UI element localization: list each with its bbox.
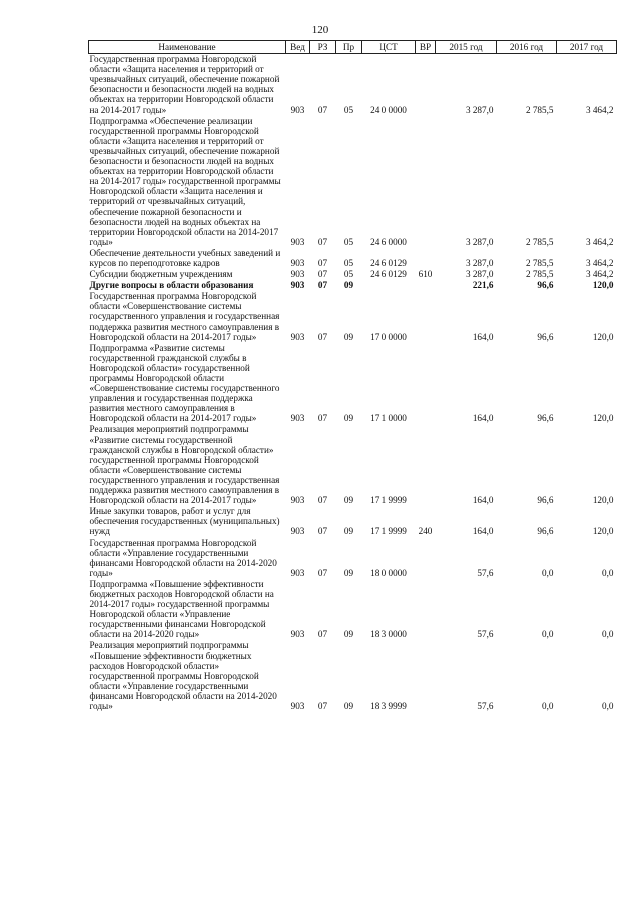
cell-pr: 09 (343, 567, 354, 578)
cell-rz: 07 (317, 629, 328, 640)
cell-pr: 05 (343, 257, 354, 268)
cell-pr: 09 (343, 331, 354, 342)
cell-2017: 0,0 (602, 567, 614, 578)
page-number: 120 (311, 24, 329, 36)
cell-rz: 07 (317, 257, 328, 268)
col-header-rz: РЗ (310, 41, 336, 54)
cell-rz: 07 (317, 104, 328, 115)
cell-rz: 07 (317, 280, 328, 291)
cell-pr: 05 (343, 269, 354, 280)
cell-2017: 120,0 (592, 526, 614, 537)
cell-rz: 07 (317, 236, 328, 247)
cell-2015: 3 287,0 (465, 269, 494, 280)
cell-ved: 903 (290, 629, 305, 640)
cell-vr (416, 280, 436, 291)
cell-pr: 09 (343, 526, 354, 537)
cell-ved: 903 (290, 495, 305, 506)
cell-vr (416, 579, 436, 641)
cell-2017: 3 464,2 (585, 269, 614, 280)
cell-ved: 903 (290, 257, 305, 268)
cell-rz: 07 (317, 495, 328, 506)
cell-name: Обеспечение деятельности учебных заведений и курсов по переподготовке кадров (89, 247, 281, 268)
cell-cst: 18 3 9999 (370, 701, 407, 711)
cell-2015: 164,0 (472, 413, 494, 424)
table-row (89, 579, 617, 641)
col-header-2015: 2015 год (436, 41, 497, 54)
cell-2017: 120,0 (592, 331, 614, 342)
col-header-ved: Вед (286, 41, 310, 54)
cell-vr: 610 (418, 269, 433, 280)
cell-2015: 164,0 (472, 526, 494, 537)
cell-2017: 3 464,2 (585, 257, 614, 268)
cell-2016: 96,6 (537, 526, 554, 537)
cell-2017: 0,0 (602, 701, 614, 711)
table-row (89, 343, 617, 425)
cell-2015: 57,6 (477, 701, 494, 711)
cell-name: Иные закупки товаров, работ и услуг для обеспечения государственных (муниципальных) нужд (89, 506, 280, 537)
col-header-2017: 2017 год (557, 41, 617, 54)
cell-ved: 903 (290, 269, 305, 280)
cell-cst: 17 0 0000 (370, 331, 407, 342)
cell-cst: 24 6 0129 (370, 257, 407, 268)
cell-cst: 17 1 9999 (370, 495, 407, 506)
table-row (89, 54, 617, 116)
col-header-cst: ЦСТ (362, 41, 416, 54)
cell-rz: 07 (317, 331, 328, 342)
cell-2016: 96,6 (537, 495, 554, 506)
col-header-2016: 2016 год (497, 41, 557, 54)
table-row (89, 291, 617, 342)
cell-name: Государственная программа Новгородской области «Защита населения и территорий от чрезвычайных ситуаций, обеспечение пожарной безопасности и безопасности людей на водных объектах на территории Новгородской области на 2014-2017 годы» (89, 54, 280, 115)
cell-cst: 24 6 0000 (370, 236, 407, 247)
cell-2015: 164,0 (472, 331, 494, 342)
cell-2015: 221,6 (472, 280, 494, 291)
table-row (89, 640, 617, 712)
col-header-pr: Пр (336, 41, 362, 54)
cell-ved: 903 (290, 280, 305, 291)
cell-ved: 903 (290, 413, 305, 424)
cell-2016: 0,0 (542, 567, 554, 578)
table-row (89, 538, 617, 579)
cell-name: Субсидии бюджетным учреждениям (89, 269, 233, 280)
cell-2016: 96,6 (537, 413, 554, 424)
cell-ved: 903 (290, 526, 305, 537)
table-row (89, 269, 617, 280)
cell-vr (416, 343, 436, 425)
cell-2015: 3 287,0 (465, 236, 494, 247)
cell-2017: 120,0 (592, 495, 614, 506)
cell-rz: 07 (317, 413, 328, 424)
cell-name: Реализация мероприятий подпрограммы «Развитие системы государственной гражданской службы в Новгородской области» государственной программы Новгородской области «Совершенствование системы государственного управления и государственная поддержка развития местного самоуправления в Новгородской области на 2014-2017 годы» (89, 424, 280, 506)
cell-2016: 96,6 (537, 331, 554, 342)
budget-table (88, 40, 617, 712)
cell-pr: 09 (343, 413, 354, 424)
cell-vr (416, 291, 436, 342)
table-body (89, 54, 617, 713)
cell-pr: 09 (343, 495, 354, 506)
cell-2017: 0,0 (602, 629, 614, 640)
cell-rz: 07 (317, 567, 328, 578)
cell-name: Государственная программа Новгородской области «Совершенствование системы государственного управления и государственная поддержка развития местного самоуправления в Новгородской области на 2014-2017 годы» (89, 291, 280, 342)
cell-vr (416, 538, 436, 579)
table-row (89, 116, 617, 248)
cell-rz: 07 (317, 269, 328, 280)
cell-2015: 57,6 (477, 567, 494, 578)
col-header-vr: ВР (416, 41, 436, 54)
cell-pr: 05 (343, 104, 354, 115)
cell-vr (416, 640, 436, 712)
cell-2016: 2 785,5 (525, 104, 554, 115)
cell-2015: 3 287,0 (465, 104, 494, 115)
cell-cst: 18 0 0000 (370, 567, 407, 578)
cell-rz: 07 (317, 526, 328, 537)
cell-pr: 09 (343, 701, 354, 711)
cell-vr (416, 54, 436, 116)
cell-pr: 05 (343, 236, 354, 247)
cell-cst: 17 1 9999 (370, 526, 407, 537)
cell-pr: 09 (343, 629, 354, 640)
cell-2015: 57,6 (477, 629, 494, 640)
table-row (89, 248, 617, 269)
cell-2017: 3 464,2 (585, 104, 614, 115)
cell-name: Реализация мероприятий подпрограммы «Повышение эффективности бюджетных расходов Новгородской области» государственной программы Новгородской области «Управление государственными финансами Новгородской области на 2014-2020 годы» (89, 640, 277, 711)
cell-ved: 903 (290, 701, 305, 711)
cell-cst: 24 6 0129 (370, 269, 407, 280)
cell-cst: 18 3 0000 (370, 629, 407, 640)
cell-2015: 164,0 (472, 495, 494, 506)
cell-2016: 2 785,5 (525, 236, 554, 247)
cell-2017: 3 464,2 (585, 236, 614, 247)
cell-2016: 0,0 (542, 629, 554, 640)
cell-vr (416, 248, 436, 269)
cell-ved: 903 (290, 567, 305, 578)
table-row (89, 506, 617, 537)
col-header-name: Наименование (89, 41, 286, 54)
cell-ved: 903 (290, 331, 305, 342)
cell-name: Другие вопросы в области образования (89, 280, 254, 291)
cell-name: Подпрограмма «Повышение эффективности бюджетных расходов Новгородской области на 2014-2017 годы» государственной программы Новгородской области «Управление государственными финансами Новгородской области на 2014-2020 годы» (89, 578, 274, 640)
table-row (89, 424, 617, 506)
cell-cst: 17 1 0000 (370, 413, 407, 424)
cell-name: Подпрограмма «Развитие системы государственной гражданской службы в Новгородской области» государственной программы Новгородской области «Совершенствование системы государственного управления и государственная поддержка развития местного самоуправления в Новгородской области на 2014-2017 годы» (89, 342, 280, 424)
cell-vr (416, 116, 436, 248)
cell-2015: 3 287,0 (465, 257, 494, 268)
cell-2016: 2 785,5 (525, 269, 554, 280)
cell-ved: 903 (290, 236, 305, 247)
cell-2016: 0,0 (542, 701, 554, 711)
cell-2017: 120,0 (592, 413, 614, 424)
cell-ved: 903 (290, 104, 305, 115)
cell-vr (416, 424, 436, 506)
cell-name: Подпрограмма «Обеспечение реализации государственной программы Новгородской области «Защита населения и территорий от чрезвычайных ситуаций, обеспечение пожарной безопасности и безопасности людей на водных объектах на территории Новгородской области на 2014-2017 годы» государственной программы Новгородской области «Защита населения и территорий от чрезвычайных ситуаций, обеспечение пожарной безопасности и безопасности людей на водных объектах на территории Новгородской области на 2014-2017 годы» (89, 115, 281, 247)
cell-name: Государственная программа Новгородской области «Управление государственными финансами Новгородской области на 2014-2020 годы» (89, 537, 277, 578)
cell-vr: 240 (418, 526, 433, 537)
cell-2016: 96,6 (537, 280, 554, 291)
cell-cst (362, 280, 416, 291)
cell-cst: 24 0 0000 (370, 104, 407, 115)
cell-2017: 120,0 (592, 280, 614, 291)
table-row (89, 280, 617, 291)
cell-rz: 07 (317, 701, 328, 711)
cell-pr: 09 (343, 280, 354, 291)
table-header-row (89, 41, 617, 54)
cell-2016: 2 785,5 (525, 257, 554, 268)
